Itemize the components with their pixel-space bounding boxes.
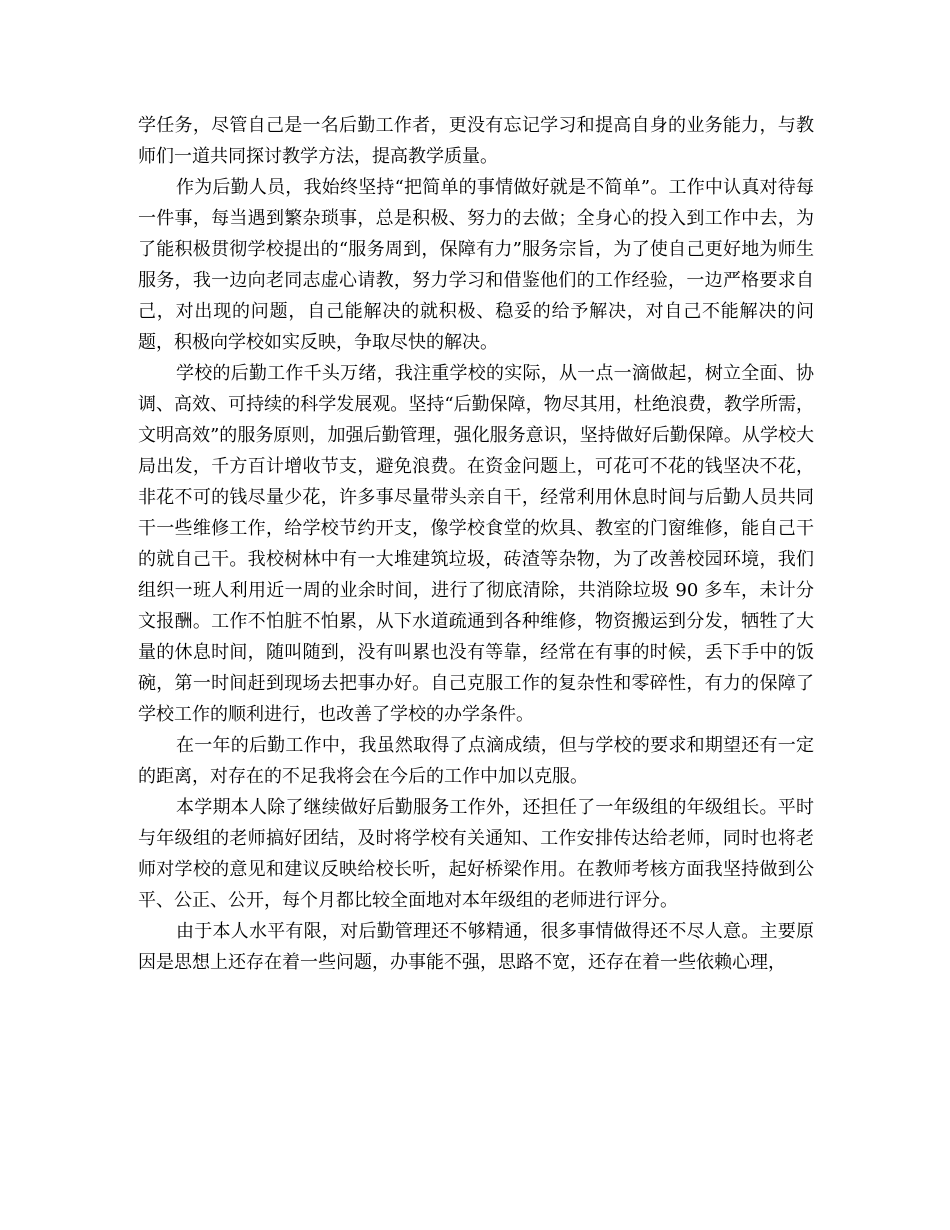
document-body bbox=[138, 110, 814, 978]
paragraph-4: 在一年的后勤工作中，我虽然取得了点滴成绩，但与学校的要求和期望还有一定的距离，对存在的不足我将会在今后的工作中加以克服。 bbox=[138, 735, 814, 787]
paragraph-1: 学任务，尽管自己是一名后勤工作者，更没有忘记学习和提高自身的业务能力，与教师们一道共同探讨教学方法，提高教学质量。 bbox=[138, 115, 814, 167]
paragraph-5: 本学期本人除了继续做好后勤服务工作外，还担任了一年级组的年级组长。平时与年级组的老师搞好团结，及时将学校有关通知、工作安排传达给老师，同时也将老师对学校的意见和建议反映给校长听，起好桥梁作用。在教师考核方面我坚持做到公平、公正、公开，每个月都比较全面地对本年级组的老师进行评分。 bbox=[138, 797, 814, 911]
paragraph-6: 由于本人水平有限，对后勤管理还不够精通，很多事情做得还不尽人意。主要原因是思想上还存在着一些问题，办事能不强，思路不宽，还存在着一些依赖心理， bbox=[138, 921, 814, 973]
paragraph-3: 学校的后勤工作千头万绪，我注重学校的实际，从一点一滴做起，树立全面、协调、高效、可持续的科学发展观。坚持“后勤保障，物尽其用，杜绝浪费，教学所需，文明高效”的服务原则，加强后勤管理，强化服务意识，坚持做好后勤保障。从学校大局出发，千方百计增收节支，避免浪费。在资金问题上，可花可不花的钱坚决不花，非花不可的钱尽量少花，许多事尽量带头亲自干，经常利用休息时间与后勤人员共同干一些维修工作，给学校节约开支，像学校食堂的炊具、教室的门窗维修，能自己干的就自己干。我校树林中有一大堆建筑垃圾，砖渣等杂物，为了改善校园环境，我们组织一班人利用近一周的业余时间，进行了彻底清除，共消除垃圾 90 多车，未计分文报酬。工作不怕脏不怕累，从下水道疏通到各种维修，物资搬运到分发，牺牲了大量的休息时间，随叫随到，没有叫累也没有等靠，经常在有事的时候，丢下手中的饭碗，第一时间赶到现场去把事办好。自己克服工作的复杂性和零碎性，有力的保障了学校工作的顺利进行，也改善了学校的办学条件。 bbox=[138, 363, 814, 725]
paragraph-2: 作为后勤人员，我始终坚持“把简单的事情做好就是不简单”。工作中认真对待每一件事，每当遇到繁杂琐事，总是积极、努力的去做；全身心的投入到工作中去，为了能积极贯彻学校提出的“服务周到，保障有力”服务宗旨，为了使自己更好地为师生服务，我一边向老同志虚心请教，努力学习和借鉴他们的工作经验，一边严格要求自己，对出现的问题，自己能解决的就积极、稳妥的给予解决，对自己不能解决的问题，积极向学校如实反映，争取尽快的解决。 bbox=[138, 177, 814, 353]
